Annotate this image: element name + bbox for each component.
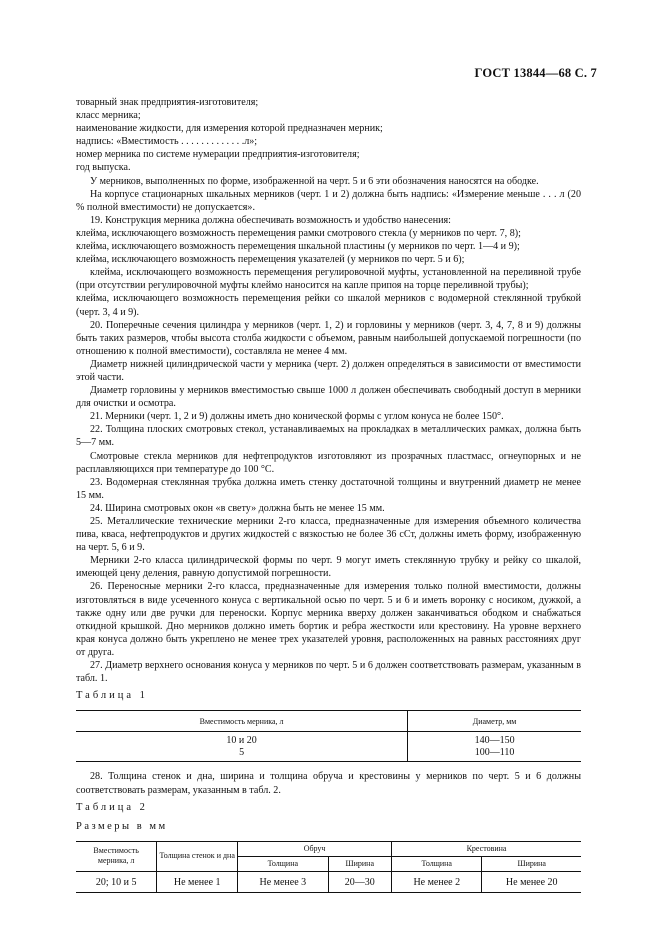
paragraph: На корпусе стационарных шкальных мерников (черт. 1 и 2) должна быть надпись: «Измерение меньше . . . л (20 % полной вместимости) не допускается». (76, 188, 581, 213)
paragraph: клейма, исключающего возможность перемещения шкальной пластины (у мерников по черт. 1—4 и 9); (76, 241, 520, 253)
clause-26: 26. Переносные мерники 2-го класса, предназначенные для измерения только полной вместимости, должны изготовляться в виде усеченного конуса с вертикальной осью по черт. 5 и 6 и иметь воронку с носиком, дужкой, а также одну или две ручки для переноски. Корпус мерника вверху должен заканчиваться ободком и снабжаться откидной крышкой. Дно мерников должно иметь бортик и ребра жесткости или крестовину. На уровне верхнего края конуса должно быть укреплено не менее трех указателей уровня, расположенных на равных расстояниях друг от друга. (76, 581, 581, 658)
table1-capacity-value: 5 (239, 747, 245, 759)
paragraph: Диаметр горловины у мерников вместимостью свыше 1000 л должен обеспечивать свободный доступ в мерники для очистки и осмотра. (76, 385, 581, 410)
table-1 (76, 710, 581, 762)
table2-header-cross: Крестовина (392, 841, 581, 856)
table-2 (76, 841, 581, 893)
clause-28: 28. Толщина стенок и дна, ширина и толщина обруча и крестовины у мерников по черт. 5 и 6 должны соответствовать размерам, указанным в табл. 2. (76, 771, 581, 796)
table2-caption: Таблица 2 (76, 801, 148, 813)
table2-header-hoop-thickness: Толщина (238, 856, 328, 871)
paragraph: Мерники 2-го класса цилиндрической формы по черт. 9 могут иметь стеклянную трубку и рейку со шкалой, имеющей цену деления, равную допустимой погрешности. (76, 555, 581, 580)
paragraph: Диаметр нижней цилиндрической части у мерника (черт. 2) должен определяться в зависимости от вместимости этой части. (76, 358, 581, 383)
table-row (76, 732, 581, 762)
table2-header-cross-thickness: Толщина (392, 856, 482, 871)
paragraph: товарный знак предприятия-изготовителя; (76, 97, 259, 108)
clause-27: 27. Диаметр верхнего основания конуса у мерников по черт. 5 и 6 должен соответствовать размерам, указанным в табл. 1. (76, 660, 581, 685)
paragraph: наименование жидкости, для измерения которой предназначен мерник; (76, 123, 383, 135)
table2-cell: 20—30 (328, 871, 392, 892)
table2-cell: Не менее 2 (392, 871, 482, 892)
paragraph: номер мерника по системе нумерации предприятия-изготовителя; (76, 149, 360, 161)
clause-23: 23. Водомерная стеклянная трубка должна иметь стенку достаточной толщины и внутренний диаметр не менее 15 мм. (76, 476, 581, 501)
table-row (76, 871, 581, 892)
paragraph: надпись: «Вместимость . . . . . . . . . . . . .л»; (76, 136, 258, 148)
table1-cell (408, 732, 581, 762)
clause-24: 24. Ширина смотровых окон «в свету» должна быть не менее 15 мм. (90, 502, 385, 514)
table1-diameter-value: 100—110 (474, 747, 515, 759)
table2-cell: Не менее 20 (482, 871, 581, 892)
paragraph: класс мерника; (76, 110, 141, 122)
table1-diameter-value: 140—150 (474, 735, 515, 747)
table2-header-capacity: Вместимость мерника, л (76, 841, 157, 871)
paragraph: год выпуска. (76, 162, 131, 174)
clause-20: 20. Поперечные сечения цилиндра у мерников (черт. 1, 2) и горловины у мерников (черт. 3, 4, 7, 8 и 9) должны быть таких размеров, чтобы высота столба жидкости с объемом, равным наибольшей допускаемой погрешности (по отношению к полной вместимости), составляла не менее 4 мм. (76, 319, 581, 357)
table2-header-cross-width: Ширина (482, 856, 581, 871)
table2-subtitle: Размеры в мм (76, 820, 168, 832)
paragraph: клейма, исключающего возможность перемещения рейки со шкалой мерников с водомерной стеклянной трубкой (черт. 3, 4 и 9). (76, 293, 581, 318)
table1-capacity-value: 10 и 20 (226, 735, 257, 747)
paragraph: клейма, исключающего возможность перемещения указателей (у мерников по черт. 5 и 6); (76, 254, 465, 266)
paragraph: клейма, исключающего возможность перемещения рамки смотрового стекла (у мерников по черт. 7, 8); (76, 227, 521, 239)
clause-21: 21. Мерники (черт. 1, 2 и 9) должны иметь дно конической формы с углом конуса не более 150°. (90, 411, 504, 423)
paragraph: Смотровые стекла мерников для нефтепродуктов изготовляют из прозрачных пластмасс, огнеупорных и не расплавляющихся при температуре до 100 °С. (76, 450, 581, 475)
table2-header-hoop-width: Ширина (328, 856, 392, 871)
table2-cell: Не менее 3 (238, 871, 328, 892)
page-header: ГОСТ 13844—68 С. 7 (474, 66, 597, 80)
table2-cell: 20; 10 и 5 (76, 871, 157, 892)
table1-caption: Таблица 1 (76, 690, 148, 702)
table1-header-capacity: Вместимость мерника, л (76, 711, 408, 732)
clause-22: 22. Толщина плоских смотровых стекол, устанавливаемых на прокладках в металлических рамках, должна быть 5—7 мм. (76, 424, 581, 449)
clause-25: 25. Металлические технические мерники 2-го класса, предназначенные для измерения объемного количества пива, кваса, нефтепродуктов и других жидкостей с вязкостью не более 36 сСт, должны иметь форму, изображенную на черт. 5, 6 и 9. (76, 516, 581, 554)
paragraph: клейма, исключающего возможность перемещения регулировочной муфты, установленной на переливной трубе (при отсутствии регулировочной муфты клеймо наносится на капле припоя на торце переливной трубы); (76, 267, 581, 292)
table2-cell: Не менее 1 (157, 871, 238, 892)
clause-19: 19. Конструкция мерника должна обеспечивать возможность и удобство нанесения: (90, 214, 451, 226)
table1-header-diameter: Диаметр, мм (408, 711, 581, 732)
table2-header-hoop: Обруч (238, 841, 392, 856)
paragraph: У мерников, выполненных по форме, изображенной на черт. 5 и 6 эти обозначения наносятся на ободке. (90, 175, 539, 187)
table2-header-wall: Толщина стенок и дна (157, 841, 238, 871)
table1-cell (76, 732, 408, 762)
document-body (76, 96, 581, 893)
